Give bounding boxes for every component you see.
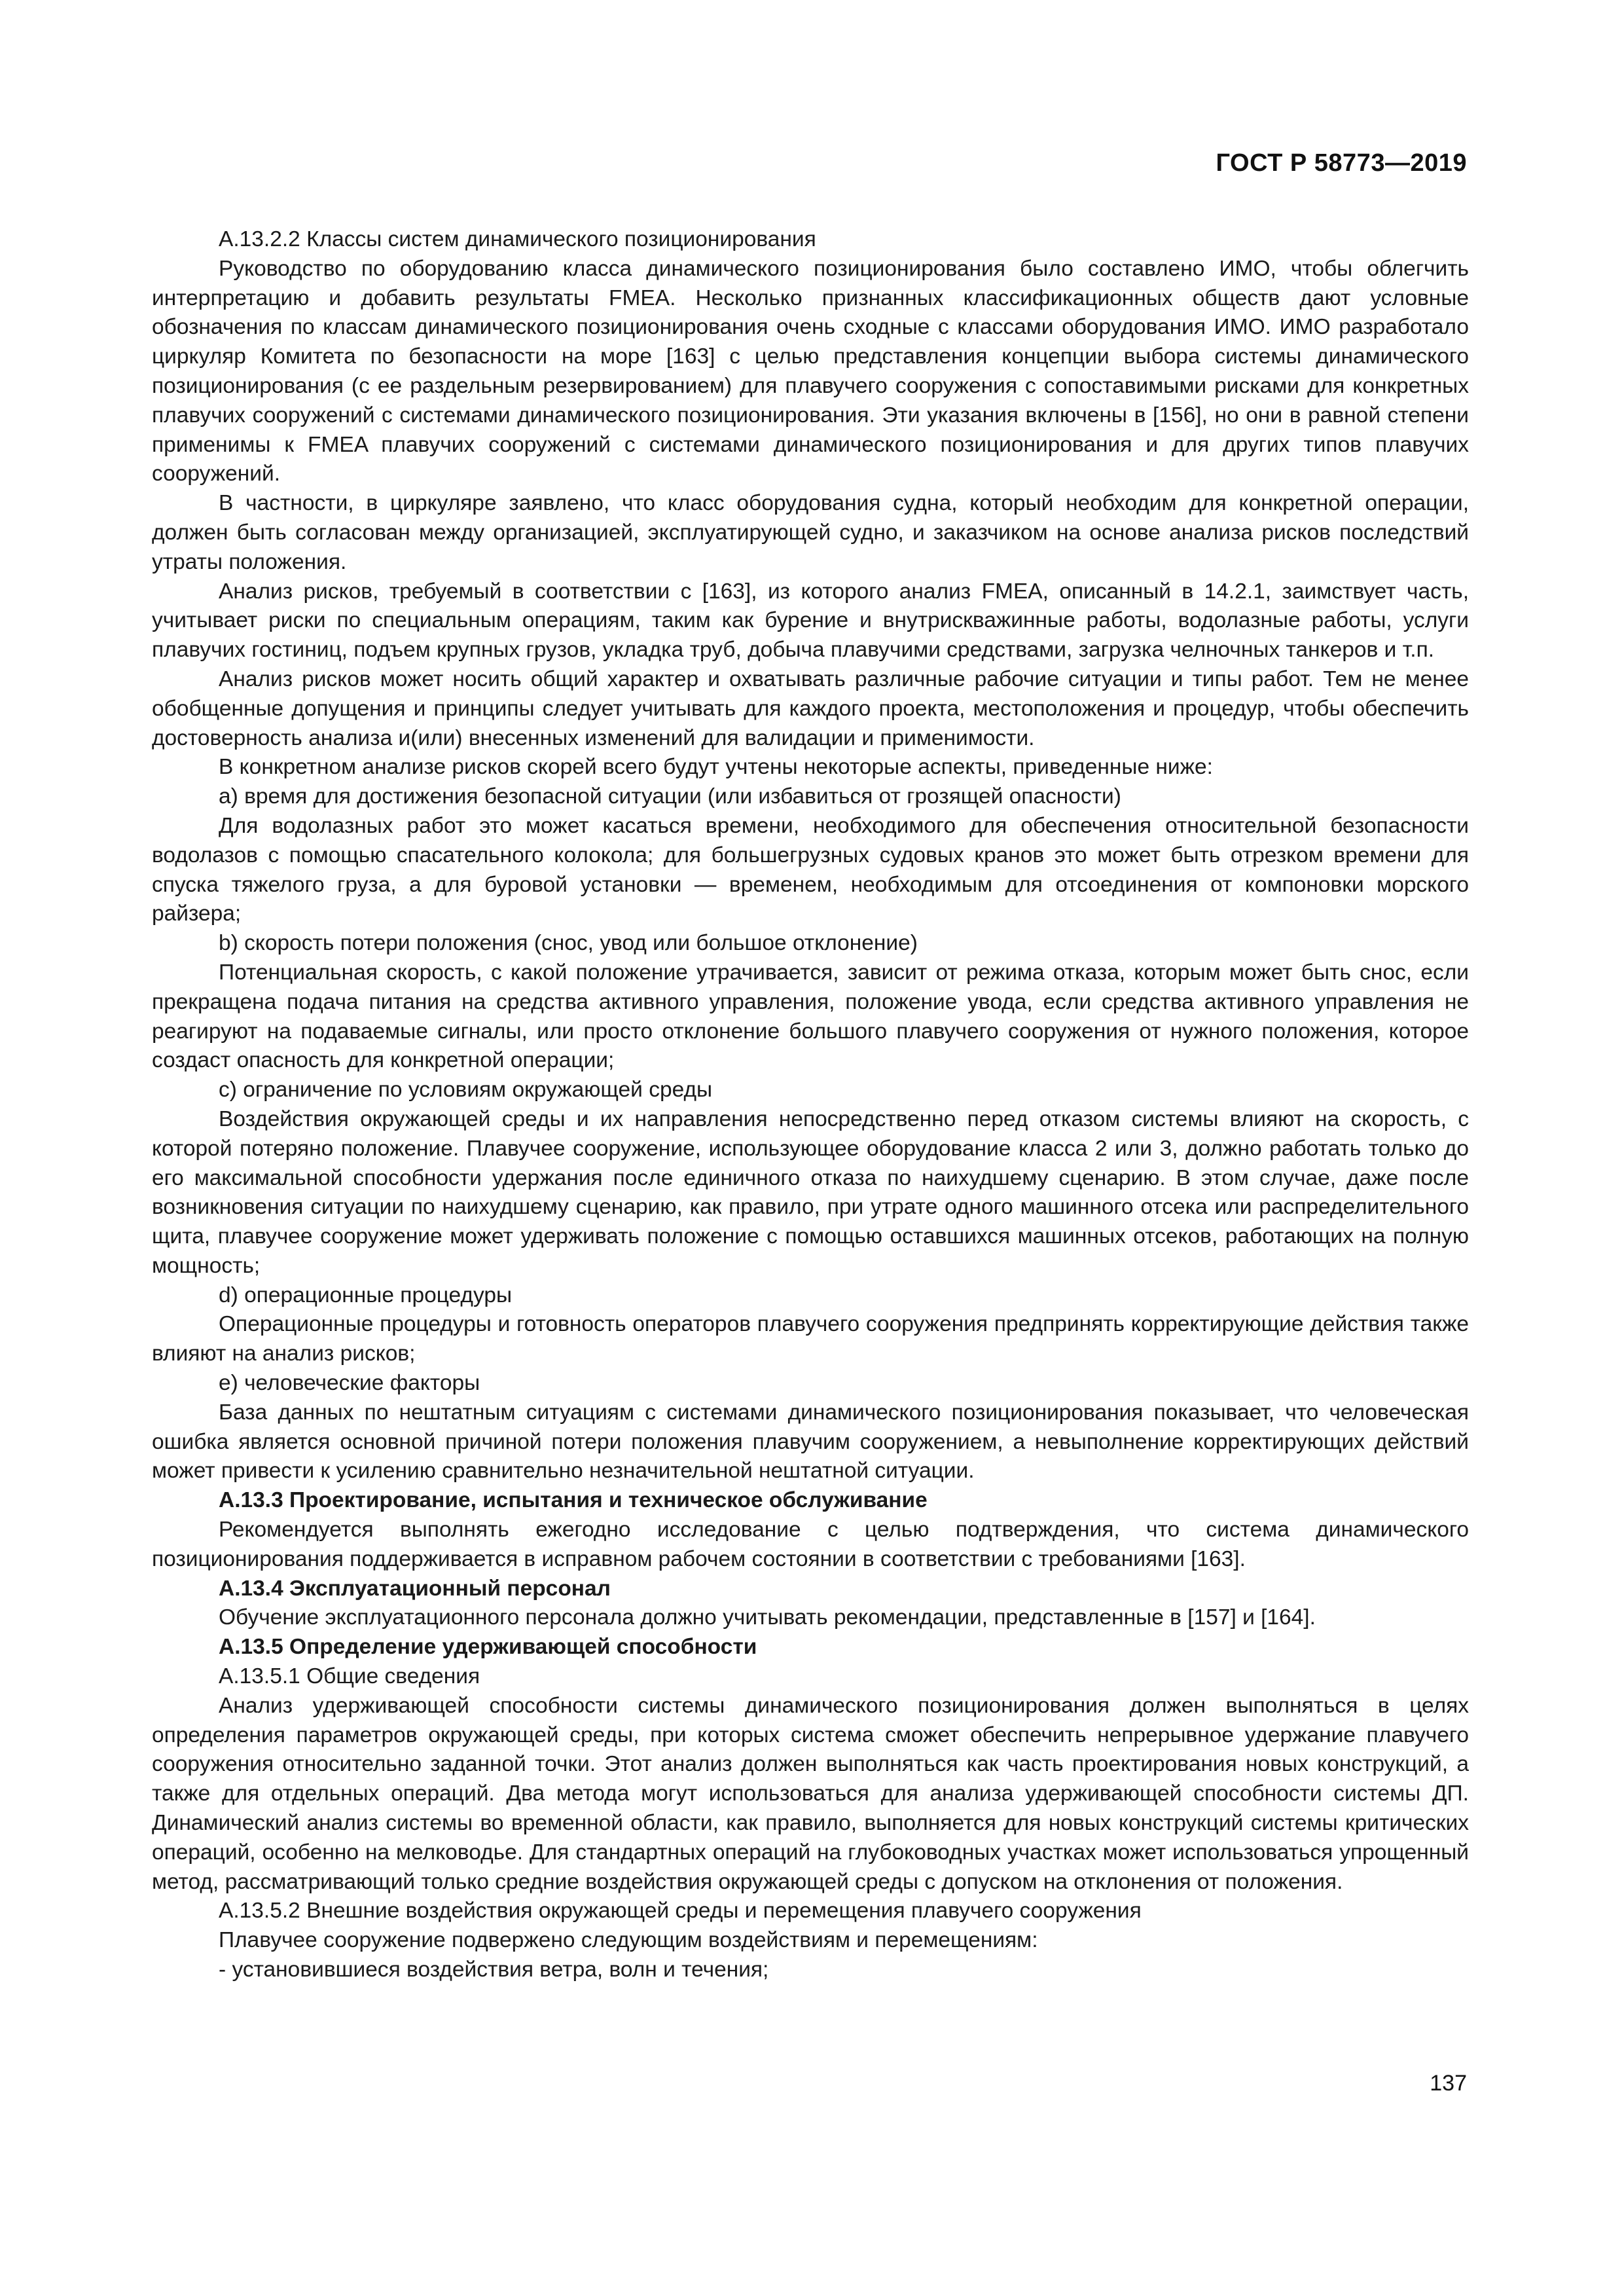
section-heading: А.13.4 Эксплуатационный персонал [219, 1576, 611, 1601]
paragraph: Анализ рисков может носить общий характер и охватывать различные рабочие ситуации и типы работ. Тем не менее обобщенные допущения и принципы следует учитывать для каждого проекта, местоположения и процедур, чтобы обеспечить достоверность анализа и(или) внесенных изменений для валидации и применимости. [152, 666, 1469, 750]
paragraph: Операционные процедуры и готовность операторов плавучего сооружения предпринять корректирующие действия также влияют на анализ рисков; [152, 1312, 1469, 1366]
subsection-heading: А.13.5.2 Внешние воздействия окружающей среды и перемещения плавучего сооружения [219, 1899, 1142, 1923]
body-text [152, 225, 1469, 1985]
section-heading: А.13.5 Определение удерживающей способности [219, 1635, 757, 1660]
section-heading: А.13.3 Проектирование, испытания и техническое обслуживание [219, 1488, 928, 1513]
list-item: е) человеческие факторы [219, 1371, 480, 1396]
paragraph: Руководство по оборудованию класса динамического позиционирования было составлено ИМО, чтобы облегчить интерпретацию и добавить результаты FMEA. Несколько признанных классификационных обществ дают условные обозначения по классам динамического позиционирования очень сходные с классами оборудования ИМО. ИМО разработало циркуляр Комитета по безопасности на море [163] с целью представления концепции выбора системы динамического позиционирования (с ее раздельным резервированием) для плавучего сооружения с сопоставимыми рисками для конкретных плавучих сооружений с системами динамического позиционирования. Эти указания включены в [156], но они в равной степени применимы к FMEA плавучих сооружений с системами динамического позиционирования и для других типов плавучих сооружений. [152, 256, 1469, 486]
paragraph: Плавучее сооружение подвержено следующим воздействиям и перемещениям: [219, 1928, 1038, 1953]
list-item: а) время для достижения безопасной ситуации (или избавиться от грозящей опасности) [219, 784, 1121, 809]
subsection-heading: А.13.2.2 Классы систем динамического позиционирования [219, 227, 816, 251]
paragraph: В конкретном анализе рисков скорей всего будут учтены некоторые аспекты, приведенные ниже: [219, 755, 1213, 780]
paragraph: Рекомендуется выполнять ежегодно исследование с целью подтверждения, что система динамического позиционирования поддерживается в исправном рабочем состоянии в соответствии с требованиями [163]. [152, 1518, 1469, 1571]
paragraph: В частности, в циркуляре заявлено, что класс оборудования судна, который необходим для конкретной операции, должен быть согласован между организацией, эксплуатирующей судно, и заказчиком на основе анализа рисков последствий утраты положения. [152, 491, 1469, 574]
subsection-heading: А.13.5.1 Общие сведения [219, 1664, 480, 1689]
list-item: d) операционные процедуры [219, 1283, 513, 1307]
list-item: - установившиеся воздействия ветра, волн и течения; [219, 1958, 769, 1982]
paragraph: Обучение эксплуатационного персонала должно учитывать рекомендации, представленные в [157] и [164]. [219, 1605, 1316, 1630]
paragraph: Для водолазных работ это может касаться времени, необходимого для обеспечения относительной безопасности водолазов с помощью спасательного колокола; для большегрузных судовых кранов это может быть отрезком времени для спуска тяжелого груза, а для буровой установки — временем, необходимым для отсоединения от компоновки морского райзера; [152, 813, 1469, 926]
paragraph: Анализ рисков, требуемый в соответствии с [163], из которого анализ FMEA, описанный в 14.2.1, заимствует часть, учитывает риски по специальным операциям, таким как бурение и внутрискважинные работы, водолазные работы, услуги плавучих гостиниц, подъем крупных грузов, укладка труб, добыча плавучими средствами, загрузка челночных танкеров и т.п. [152, 579, 1469, 663]
paragraph: Анализ удерживающей способности системы динамического позиционирования должен выполняться в целях определения параметров окружающей среды, при которых система сможет обеспечить непрерывное удержание плавучего сооружения относительно заданной точки. Этот анализ должен выполняться как часть проектирования новых конструкций, а также для отдельных операций. Два метода могут использоваться для анализа удерживающей способности системы ДП. Динамический анализ системы во временной области, как правило, выполняется для новых конструкций системы критических операций, особенно на мелководье. Для стандартных операций на глубоководных участках может использоваться упрощенный метод, рассматривающий только средние воздействия окружающей среды с допуском на отклонения от положения. [152, 1693, 1469, 1894]
list-item: c) ограничение по условиям окружающей среды [219, 1078, 713, 1102]
paragraph: Воздействия окружающей среды и их направления непосредственно перед отказом системы влияют на скорость, с которой потеряно положение. Плавучее сооружение, использующее оборудование класса 2 или 3, должно работать только до его максимальной способности удержания после единичного отказа по наихудшему сценарию. В этом случае, даже после возникновения ситуации по наихудшему сценарию, как правило, при утрате одного машинного отсека или распределительного щита, плавучее сооружение может удерживать положение с помощью оставшихся машинных отсеков, работающих на полную мощность; [152, 1106, 1469, 1278]
page-number: 137 [1430, 2071, 1467, 2096]
list-item: b) скорость потери положения (снос, увод или большое отклонение) [219, 931, 918, 956]
standard-header: ГОСТ Р 58773—2019 [1216, 149, 1467, 177]
paragraph: База данных по нештатным ситуациям с системами динамического позиционирования показывает, что человеческая ошибка является основной причиной потери положения плавучим сооружением, а невыполнение корректирующих действий может привести к усилению сравнительно незначительной нештатной ситуации. [152, 1400, 1469, 1484]
paragraph: Потенциальная скорость, с какой положение утрачивается, зависит от режима отказа, которым может быть снос, если прекращена подача питания на средства активного управления, положение увода, если средства активного управления не реагируют на подаваемые сигналы, или просто отклонение большого плавучего сооружения от нужного положения, которое создаст опасность для конкретной операции; [152, 960, 1469, 1073]
